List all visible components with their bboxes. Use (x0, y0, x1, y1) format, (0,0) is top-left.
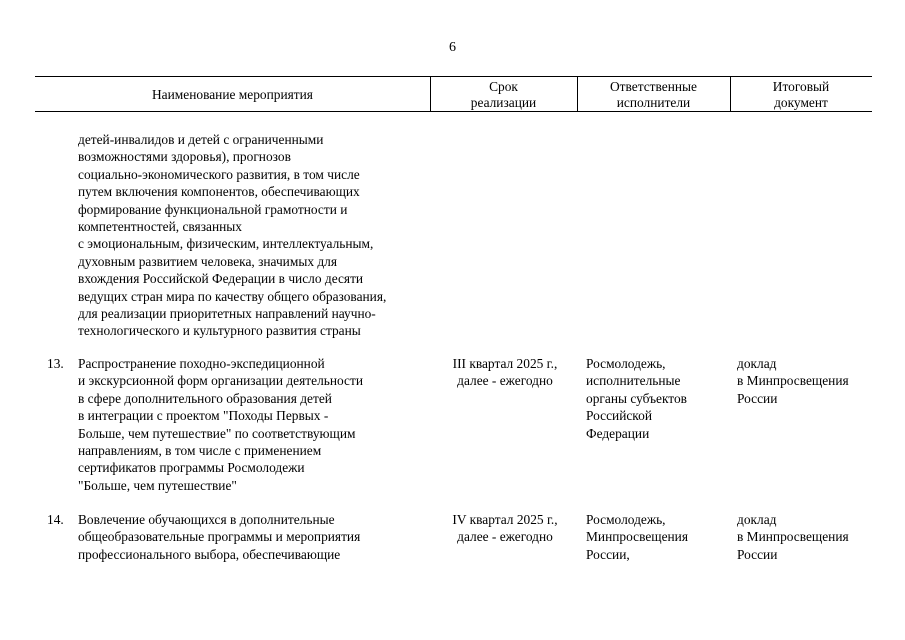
row-document: доклад в Минпросвещения России (737, 356, 849, 406)
table-top-rule (35, 76, 872, 77)
row-executors: Росмолодежь, исполнительные органы субъектов Российской Федерации (586, 356, 687, 441)
page-number: 6 (449, 40, 456, 55)
row-term: IV квартал 2025 г., далее - ежегодно (452, 512, 558, 545)
row-executors: Росмолодежь, Минпросвещения России, (586, 512, 689, 562)
table-header-rule (35, 111, 872, 112)
row-name: Вовлечение обучающихся в дополнительные общеобразовательные программы и мероприятия профессионального выбора, обеспечивающие (78, 512, 361, 562)
row-term: III квартал 2025 г., далее - ежегодно (452, 356, 558, 389)
row-name: Распространение походно-экспедиционной и экскурсионной форм организации деятельности в сфере дополнительного образования детей в интеграции с проектом "Походы Первых - Больше, чем путешествие" по соответствующим направлениям, в том числе с применением сертификатов программы Росмолодежи "Больше, чем путешествие" (78, 356, 364, 493)
row-document: доклад в Минпросвещения России (737, 512, 849, 562)
row-number: 13. (47, 356, 64, 371)
continuation-text: детей-инвалидов и детей с ограниченными возможностями здоровья), прогнозов социально-экономического развития, в том числе путем включения компонентов, обеспечивающих формирование функциональной грамотности и компетентностей, связанных с эмоциональным, физическим, интеллектуальным, духовным развитием человека, значимых для вхождения Российской Федерации в число десяти ведущих стран мира по качеству общего образования, для реализации приоритетных направлений научно- технологического и культурного развития страны (78, 132, 387, 339)
row-number: 14. (47, 512, 64, 527)
header-term: Срок реализации (470, 79, 537, 110)
header-document: Итоговый документ (772, 79, 830, 110)
header-name: Наименование мероприятия (152, 87, 313, 102)
header-executors: Ответственные исполнители (610, 79, 697, 110)
